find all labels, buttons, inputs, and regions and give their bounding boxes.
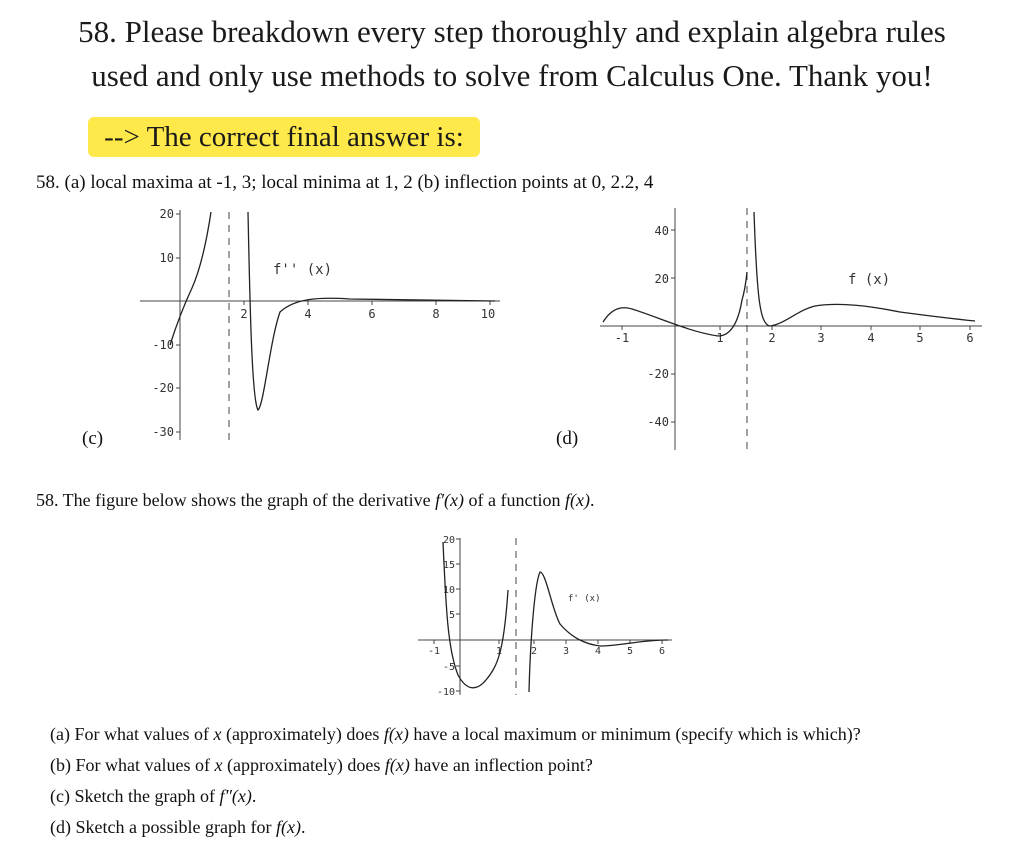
intro-text: . [589,490,595,510]
question-text: (d) Sketch a possible graph for [50,817,276,837]
x-tick-label: 2 [530,646,538,657]
question-b [50,753,593,777]
y-tick-label: 20 [159,207,174,221]
x-tick-label: 2 [240,307,248,321]
plot-first-derivative [410,530,680,700]
first-derivative-curve-right [529,572,668,692]
question-fn: f″(x) [219,786,252,806]
y-ticks [437,535,460,698]
curve-label: f' (x) [568,594,601,604]
question-fn: f(x) [384,755,410,775]
second-derivative-curve [170,212,211,345]
y-tick-label: -40 [647,415,669,429]
x-tick-label: 6 [658,646,666,657]
x-tick-label: 5 [916,331,924,345]
x-tick-label: 5 [626,646,634,657]
intro-text: 58. The figure below shows the graph of the derivative [36,490,436,510]
plot-c-second-derivative [130,200,510,450]
curve-label: f'' (x) [273,262,333,278]
question-var: x [213,724,222,744]
possible-f-curve-right [754,212,975,326]
question-text: (c) Sketch the graph of [50,786,220,806]
x-tick-label: 3 [817,331,825,345]
question-text: . [251,786,257,806]
question-text: . [300,817,306,837]
x-tick-label: 4 [867,331,875,345]
x-ticks [615,326,974,345]
y-tick-label: 10 [159,251,174,265]
x-tick-label: 4 [594,646,602,657]
question-fn: f(x) [383,724,409,744]
x-tick-label: -1 [427,646,441,657]
x-tick-label: 3 [562,646,570,657]
y-tick-label: 10 [442,585,455,596]
intro-text: of a function [463,490,565,510]
question-c [50,784,256,808]
title-line-1: 58. Please breakdown every step thoroughly and explain algebra rules [78,14,946,49]
panel-label-c: (c) [82,428,104,449]
x-tick-label: 8 [432,307,440,321]
x-tick-label: 1 [716,331,724,345]
curve-label: f (x) [848,272,891,288]
x-tick-label: 6 [966,331,974,345]
panel-label-d: (d) [556,428,579,449]
x-tick-label: 1 [495,646,503,657]
y-tick-label: -20 [152,381,174,395]
intro-function: f(x) [564,490,590,510]
question-text: have a local maximum or minimum (specify which is which)? [408,724,861,744]
question-text: (approximately) does [222,755,385,775]
x-tick-label: 2 [768,331,776,345]
question-d [50,815,305,839]
y-tick-label: -10 [436,687,455,698]
question-title [0,10,1024,98]
y-tick-label: -30 [152,425,174,439]
y-tick-label: 5 [448,610,455,621]
y-tick-label: 20 [654,272,669,286]
final-answer-text: 58. (a) local maxima at -1, 3; local minima at 1, 2 (b) inflection points at 0, 2.2, 4 [36,172,654,193]
question-var: x [214,755,223,775]
question-text: (a) For what values of [50,724,214,744]
x-ticks [428,640,665,657]
y-ticks [152,207,180,439]
question-text: (approximately) does [221,724,384,744]
intro-derivative: f′(x) [435,490,464,510]
correct-answer-highlight: --> The correct final answer is: [88,117,480,157]
y-tick-label: 20 [442,535,455,546]
question-text: (b) For what values of [50,755,215,775]
question-a [50,722,861,746]
x-tick-label: 6 [368,307,376,321]
plot-d-possible-f [590,200,990,455]
question-fn: f(x) [275,817,301,837]
y-tick-label: -20 [647,367,669,381]
x-tick-label: -1 [614,331,630,345]
y-tick-label: 40 [654,224,669,238]
y-tick-label: -5 [442,662,455,673]
question-text: have an inflection point? [409,755,593,775]
y-tick-label: 15 [442,560,455,571]
y-tick-label: -10 [152,338,174,352]
problem-intro [36,488,594,512]
x-tick-label: 4 [304,307,312,321]
title-line-2: used and only use methods to solve from Calculus One. Thank you! [91,58,933,93]
x-tick-label: 10 [480,307,496,321]
